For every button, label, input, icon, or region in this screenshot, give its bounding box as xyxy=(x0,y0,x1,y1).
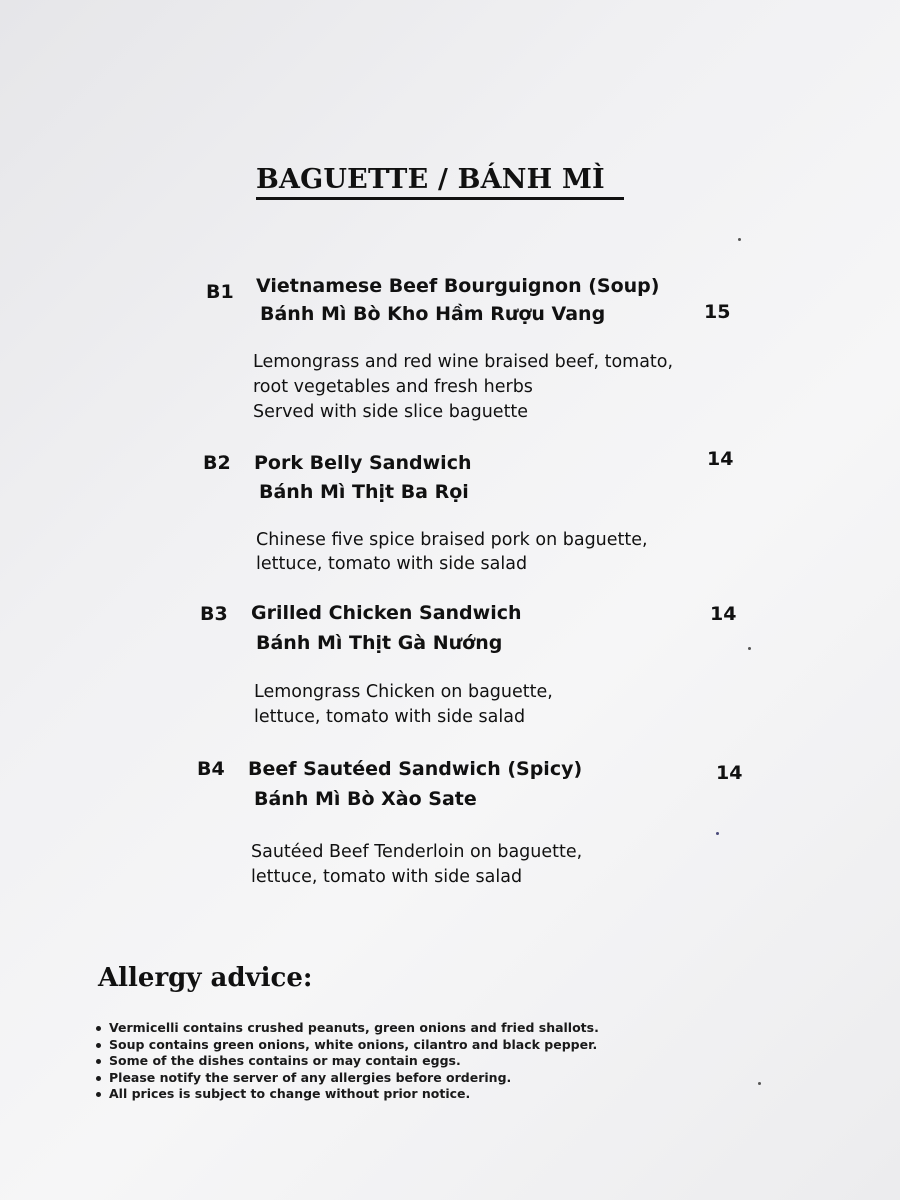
list-item xyxy=(96,1053,599,1070)
item-name-en: Beef Sautéed Sandwich (Spicy) xyxy=(248,758,583,780)
item-description-line: Served with side slice baguette xyxy=(253,402,529,422)
item-price: 14 xyxy=(710,603,737,625)
allergy-note: Vermicelli contains crushed peanuts, green onions and fried shallots. xyxy=(109,1020,599,1035)
bullet-icon xyxy=(96,1043,101,1048)
paper-speck xyxy=(758,1082,761,1085)
list-item xyxy=(96,1037,599,1054)
bullet-icon xyxy=(96,1026,101,1031)
item-price: 14 xyxy=(707,448,734,470)
item-name-vi: Bánh Mì Thịt Gà Nướng xyxy=(256,632,503,654)
item-name-vi: Bánh Mì Bò Xào Sate xyxy=(254,788,477,810)
item-name-vi: Bánh Mì Bò Kho Hầm Rượu Vang xyxy=(260,303,606,325)
list-item xyxy=(96,1086,599,1103)
item-name-en: Pork Belly Sandwich xyxy=(254,452,472,474)
list-item xyxy=(96,1020,599,1037)
item-description-line: lettuce, tomato with side salad xyxy=(256,554,528,574)
allergy-note: Soup contains green onions, white onions, cilantro and black pepper. xyxy=(109,1036,598,1052)
item-code: B1 xyxy=(206,281,234,303)
paper-speck xyxy=(738,238,741,241)
item-description-line: root vegetables and fresh herbs xyxy=(253,377,533,397)
allergy-title: Allergy advice: xyxy=(98,963,313,993)
item-name-en: Vietnamese Beef Bourguignon (Soup) xyxy=(256,275,660,297)
item-code: B3 xyxy=(200,603,228,625)
item-description-line: Chinese five spice braised pork on baguette, xyxy=(256,530,648,550)
bullet-icon xyxy=(96,1092,101,1097)
item-name-en: Grilled Chicken Sandwich xyxy=(251,602,522,624)
paper-speck xyxy=(716,832,719,835)
list-item xyxy=(96,1070,599,1087)
bullet-icon xyxy=(96,1076,101,1081)
allergy-note: Some of the dishes contains or may contain eggs. xyxy=(109,1053,461,1068)
title-underline xyxy=(256,197,624,200)
allergy-notes-list xyxy=(96,1020,599,1103)
item-price: 14 xyxy=(716,762,743,784)
item-code: B4 xyxy=(197,758,225,780)
allergy-note: Please notify the server of any allergies before ordering. xyxy=(109,1069,512,1085)
item-description-line: Sautéed Beef Tenderloin on baguette, xyxy=(251,842,583,862)
item-price: 15 xyxy=(704,301,731,323)
item-description-line: lettuce, tomato with side salad xyxy=(254,707,526,727)
menu-title: BAGUETTE / BÁNH MÌ xyxy=(256,164,605,195)
item-description-line: Lemongrass and red wine braised beef, tomato, xyxy=(253,352,674,372)
paper-speck xyxy=(748,647,751,650)
item-description-line: lettuce, tomato with side salad xyxy=(251,867,523,887)
item-code: B2 xyxy=(203,452,231,474)
item-description-line: Lemongrass Chicken on baguette, xyxy=(254,682,553,702)
allergy-note: All prices is subject to change without prior notice. xyxy=(109,1086,471,1101)
bullet-icon xyxy=(96,1059,101,1064)
item-name-vi: Bánh Mì Thịt Ba Rọi xyxy=(259,481,469,503)
